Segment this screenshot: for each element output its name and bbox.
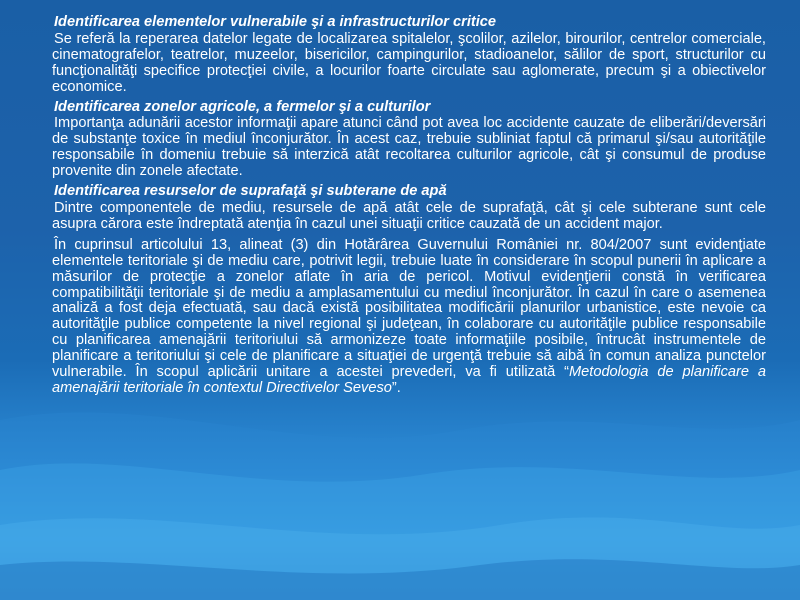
heading-water-resources: Identificarea resurselor de suprafaţă şi subterane de apă	[54, 183, 447, 200]
citation-closing: ”.	[391, 379, 401, 396]
paragraph-vulnerable-elements: Se referă la reperarea datelor legate de localizarea spitalelor, şcolilor, azilelor, birourilor, centrelor comerciale, cinematografelor, teatrelor, muzeelor, bisericilor, campingurilor, stadioanelor, sălilor de sport, structurilor cu funcţionalităţi specifice protecţiei civile, a locurilor foarte circulate sau aglomerate, precum şi a obiectivelor economice.	[52, 30, 766, 95]
paragraph-water-resources: Dintre componentele de mediu, resursele de apă atât cele de suprafaţă, cât şi cele subterane sunt cele asupra cărora este îndreptată atenţia în cazul unei situaţii critice cauzată de un accident major.	[52, 199, 766, 232]
heading-vulnerable-elements: Identificarea elementelor vulnerabile şi a infrastructurilor critice	[54, 14, 497, 30]
paragraph-agricultural-zones: Importanţa adunării acestor informaţii apare atunci când pot avea loc accidente cauzate de eliberări/deversări de substanţe toxice în mediul înconjurător. În acest caz, trebuie subliniat faptul că primarul şi/sau autorităţile responsabile în domeniu trebuie să interzică atât recoltarea culturilor agricole, cât şi consumul de produse provenite din zonele afectate.	[52, 115, 766, 180]
legal-provisions-text: În cuprinsul articolului 13, alineat (3) din Hotărârea Guvernului României nr. 804/2007 sunt evidenţiate elementele teritoriale şi de mediu care, potrivit legii, trebuie luate în considerare în scopul punerii în aplicare a măsurilor de protecţie a zonelor aflate în aria de pericol. Motivul evidenţierii constă în verificarea compatibilităţii teritoriale şi de mediu a amplasamentului cu mediul înconjurător. În cazul în care o asemenea analiză a fost deja efectuată, sau dacă există posibilitatea modificării planurilor urbanistice, este nevoie ca autorităţile publice competente la nivel regional şi judeţean, în colaborare cu autorităţile publice responsabile cu planificarea amenajării teritoriului să armonizeze toate informaţiile posibile, întrucât instrumentele de planificare a teritoriului şi cele de planificare a situaţiei de urgenţă trebuie să aibă în comun analiza punctelor vulnerabile. În scopul aplicării unitare a acestei prevederi, va fi utilizată “	[52, 236, 766, 381]
methodology-citation: Metodologia de planificare a amenajării teritoriale în contextul Directivelor Seveso	[52, 364, 766, 396]
paragraph-legal-provisions	[52, 238, 766, 397]
heading-agricultural-zones: Identificarea zonelor agricole, a fermelor şi a culturilor	[54, 98, 431, 115]
slide-content	[52, 15, 766, 401]
